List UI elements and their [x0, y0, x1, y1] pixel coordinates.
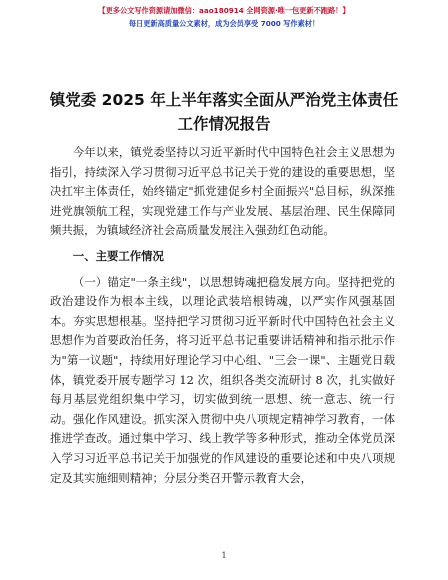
- banner-line-1: 【更多公文写作资源请加微信：aao180914 全网资源·唯一包更新不跑路！】: [98, 6, 350, 15]
- document-body: [50, 143, 395, 488]
- document-title: 镇党委 2025 年上半年落实全面从严治党主体责任工作情况报告: [49, 91, 399, 133]
- section-heading: 一、主要工作情况: [72, 248, 164, 263]
- body-paragraph: （一）锚定"一条主线"，以思想铸魂把稳发展方向。坚持把党的政治建设作为根本主线，以理论武装培根铸魂，以严实作风强基固本。夯实思想根基。坚持把学习贯彻习近平新时代中国特色社会主义思想作为首要政治任务，将习近平总书记重要讲话精神和指示批示作为"第一议题"，持续用好理论学习中心组、"三会一课"、主题党日载体，镇党委开展专题学习 12 次，组织各类交流研讨 8 次，扎实做好每月基层党组织集中学习，切实做到统一思想、统一意志、统一行动。强化作风建设。抓实深入贯彻中央八项规定精神学习教育，一体推进学查改。通过集中学习、线上教学等多种形式，推动全体党员深入学习习近平总书记关于加强党的作风建设的重要论述和中央八项规定及其实施细则精神；分层分类召开警示教育大会，: [50, 274, 395, 485]
- intro-paragraph: 今年以来，镇党委坚持以习近平新时代中国特色社会主义思想为指引，持续深入学习贯彻习近平总书记关于党的建设的重要思想，坚决扛牢主体责任，始终锚定"抓党建促乡村全面振兴"总目标，纵深推进党旗领航工程，实现党建工作与产业发展、基层治理、民生保障同频共振，为镇域经济社会高质量发展注入强劲红色动能。: [50, 145, 395, 238]
- header-banner: [0, 4, 448, 30]
- banner-line-2: 每日更新高质量公文素材，成为会员享受 7000 写作素材！: [128, 19, 320, 28]
- page-number: 1: [221, 551, 227, 560]
